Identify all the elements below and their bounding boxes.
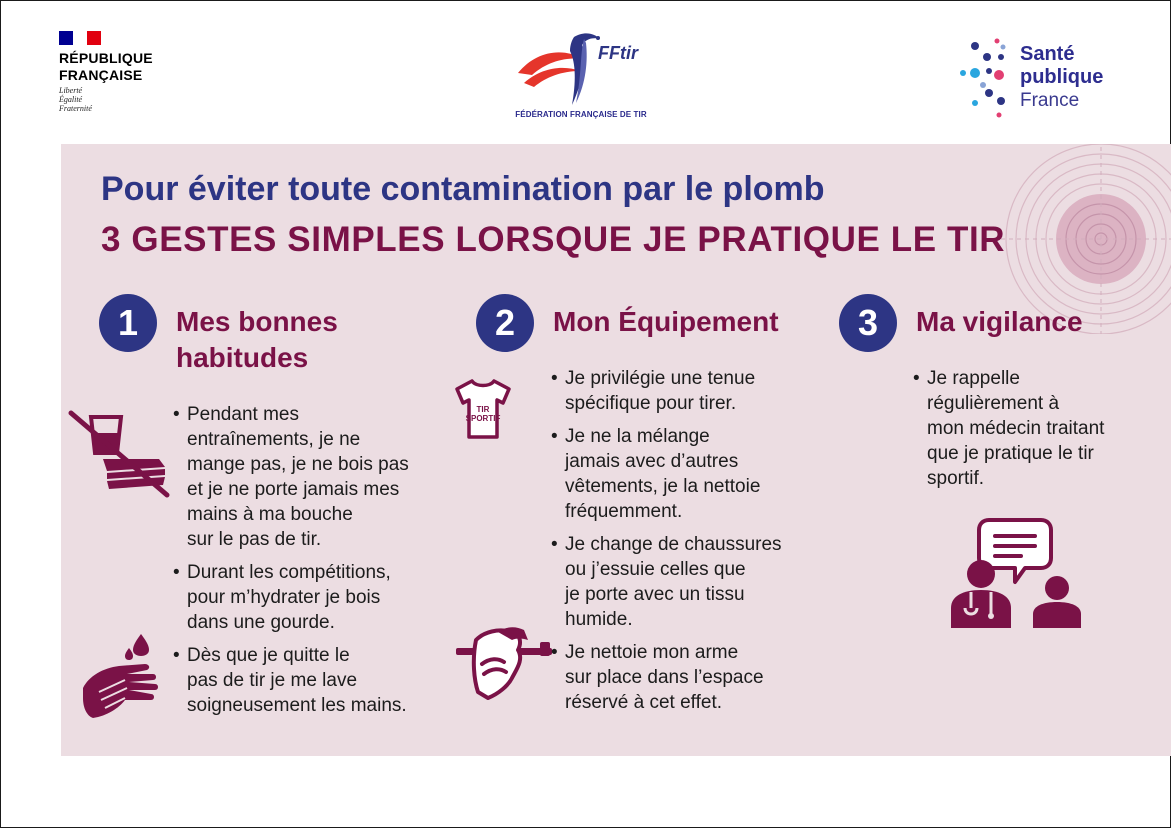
title-line2: 3 GESTES SIMPLES LORSQUE JE PRATIQUE LE TIR [101,220,1006,259]
svg-text:SPORTIF: SPORTIF [465,414,501,423]
column3-bullets [913,366,1161,499]
gun-cleaning-icon [454,620,554,704]
list-item: • Je rappelle régulièrement à mon médecin traitant que je pratique le tir sportif. [913,366,1161,491]
spf-line3: France [1020,90,1080,111]
french-flag-icon [59,31,101,45]
step-number-3: 3 [839,294,897,352]
list-item: • Je nettoie mon arme sur place dans l’espace réservé à cet effet. [551,640,821,715]
list-item: • Je privilégie une tenue spécifique pour tirer. [551,366,821,416]
list-item: • Durant les compétitions, pour m’hydrater je bois dans une gourde. [173,560,463,635]
step-number-2: 2 [476,294,534,352]
rf-name-line2: FRANÇAISE [59,67,143,83]
rf-name-line1: RÉPUBLIQUE [59,50,153,66]
sante-publique-france-logo [959,33,1129,123]
column3-heading: Ma vigilance [916,306,1083,337]
spf-line1: Santé [1020,43,1075,65]
column2-heading: Mon Équipement [553,306,779,337]
rf-motto: Liberté Égalité Fraternité [59,86,92,113]
spf-line2: publique [1020,66,1104,88]
column2-bullets [551,366,821,723]
column1-bullets [173,402,463,726]
hand-washing-icon [79,632,161,720]
list-item: • Je ne la mélange jamais avec d’autres vêtements, je la nettoie fréquemment. [551,424,821,524]
no-food-drink-icon [67,409,173,499]
list-item: • Je change de chaussures ou j’essuie celles que je porte avec un tissu humide. [551,532,821,632]
content-panel [61,144,1171,756]
title-line1: Pour éviter toute contamination par le plomb [101,170,825,208]
svg-text:TIR: TIR [476,405,490,414]
rooster-icon [514,29,648,109]
list-item: • Dès que je quitte le pas de tir je me lave soigneusement les mains. [173,643,463,718]
sport-tshirt-icon [454,378,512,440]
step-number-1: 1 [99,294,157,352]
column1-heading: Mes bonnes habitudes [176,306,338,373]
svg-text:FFtir: FFtir [598,43,638,63]
fft-name: FÉDÉRATION FRANÇAISE DE TIR [515,110,647,119]
list-item: • Pendant mes entraînements, je ne mange pas, je ne bois pas et je ne porte jamais mes mains à ma bouche sur le pas de tir. [173,402,463,552]
fft-logo [506,29,656,123]
spf-dots-icon [959,33,1019,123]
doctor-consultation-icon [945,516,1081,630]
republique-francaise-logo [59,31,179,113]
